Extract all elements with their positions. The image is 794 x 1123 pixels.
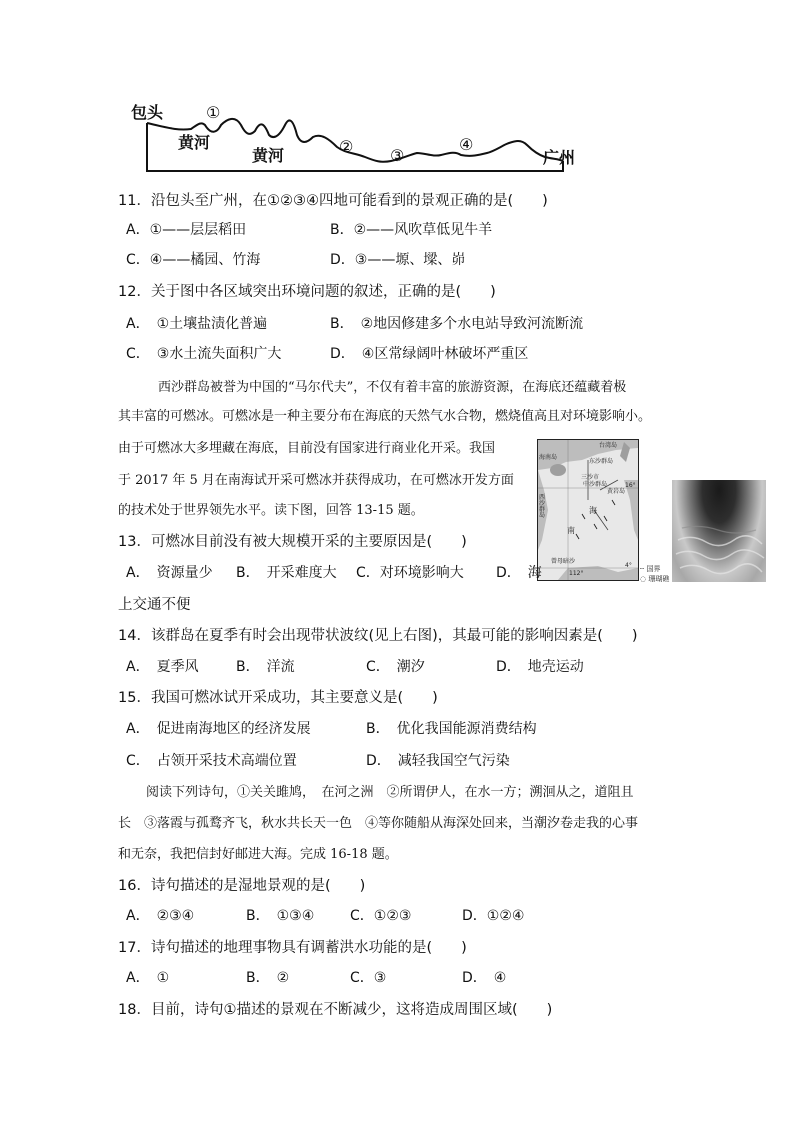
question-17: 17．诗句描述的地理事物具有调蓄洪水功能的是( ) (118, 940, 467, 956)
map-label-zhongsha: 中沙群岛 (583, 481, 608, 488)
question-13: 13．可燃冰目前没有被大规模开采的主要原因是( ) (118, 534, 467, 550)
map-legend (640, 564, 669, 584)
q11-option-b[interactable]: B．②——风吹草低见牛羊 (330, 222, 493, 238)
question-16: 16．诗句描述的是湿地景观的是( ) (118, 878, 366, 894)
q14-option-a[interactable]: A． 夏季风 (126, 659, 199, 675)
passage1-line-3: 由于可燃冰大多埋藏在海底，目前没有国家进行商业化开采。我国 (118, 441, 496, 456)
q12-option-b[interactable]: B． ②地因修建多个水电站导致河流断流 (330, 316, 584, 332)
passage2-line-2: 长 ③落霞与孤鹜齐飞，秋水共长天一色 ④等你随船从海深处回来，当潮汐卷走我的心事 (118, 816, 639, 831)
q17-option-b[interactable]: B． ② (246, 970, 290, 986)
passage1-line-2: 其丰富的可燃冰。可燃冰是一种主要分布在海底的天然气水合物，燃烧值高且对环境影响小。 (118, 409, 652, 424)
q12-option-c[interactable]: C． ③水土流失面积广大 (126, 346, 282, 362)
ripple-photo (672, 480, 766, 582)
map-label-xisha: 西沙群岛 (539, 494, 546, 519)
passage1-line-4: 于 2017 年 5 月在南海试开采可燃冰并获得成功，在可燃冰开发方面 (118, 473, 514, 488)
q15-option-b[interactable]: B． 优化我国能源消费结构 (366, 721, 537, 737)
map-labels (537, 439, 637, 579)
q15-option-c[interactable]: C． 占领开采技术高端位置 (126, 753, 297, 769)
map-label-zengmu: 曾母暗沙 (551, 558, 576, 565)
profile-marker-1: ① (206, 103, 221, 122)
legend-reef-label: 珊瑚礁 (648, 575, 670, 583)
q17-option-c[interactable]: C．③ (350, 970, 387, 986)
q13-option-a[interactable]: A． 资源量少 (126, 565, 213, 581)
q13-option-b[interactable]: B． 开采难度大 (236, 565, 337, 581)
q16-option-b[interactable]: B． ①③④ (246, 908, 315, 924)
question-14: 14．该群岛在夏季有时会出现带状波纹(见上右图)，其最可能的影响因素是( ) (118, 628, 638, 644)
q13-option-d[interactable]: D． 海 (496, 565, 542, 581)
profile-marker-2: ② (339, 137, 354, 156)
map-label-nan: 南 (567, 526, 575, 535)
q14-option-c[interactable]: C． 潮汐 (366, 659, 425, 675)
legend-border-row (640, 564, 669, 574)
q13-option-d-wrap: 上交通不便 (118, 597, 191, 613)
map-label-sansha: 三沙市 (581, 474, 600, 481)
legend-border-label: 国界 (646, 565, 661, 573)
map-label-dongsha: 东沙群岛 (589, 458, 614, 465)
passage2-line-3: 和无奈，我把信封好邮进大海。完成 16-18 题。 (118, 847, 398, 862)
passage1-line-1: 西沙群岛被誉为中国的“马尔代夫”，不仅有着丰富的旅游资源，在海底还蕴藏着极 (158, 380, 627, 395)
q12-option-d[interactable]: D． ④区常绿阔叶林破坏严重区 (330, 346, 529, 362)
legend-border-swatch: ┄ (640, 565, 647, 573)
map-label-huangyan: 黄岩岛 (607, 488, 626, 495)
profile-marker-3: ③ (390, 146, 405, 165)
legend-reef-swatch: ◌ (640, 575, 649, 583)
q14-option-b[interactable]: B． 洋流 (236, 659, 295, 675)
ripple-photo-texture (672, 480, 766, 582)
q16-option-a[interactable]: A． ②③④ (126, 908, 195, 924)
map-label-lon112: 112° (569, 570, 584, 577)
q11-option-c[interactable]: C．④——橘园、竹海 (126, 252, 261, 268)
passage1-line-5: 的技术处于世界领先水平。读下图，回答 13-15 题。 (118, 503, 424, 518)
question-18: 18．目前，诗句①描述的景观在不断减少，这将造成周围区域( ) (118, 1002, 553, 1018)
map-label-hainan: 海南岛 (539, 454, 558, 461)
q11-option-a[interactable]: A．①——层层稻田 (126, 222, 247, 238)
legend-reef-row (640, 574, 669, 584)
passage2-line-1: 阅读下列诗句，①关关雎鸠， 在河之洲 ②所谓伊人，在水一方；溯洄从之，道阻且 (146, 785, 634, 800)
q15-option-a[interactable]: A． 促进南海地区的经济发展 (126, 721, 311, 737)
profile-end-label: 广州 (543, 148, 576, 167)
q17-option-d[interactable]: D． ④ (462, 970, 507, 986)
q13-option-c[interactable]: C．对环境影响大 (356, 565, 464, 581)
q11-option-d[interactable]: D．③——塬、墚、峁 (330, 252, 466, 268)
map-label-hai: 海 (589, 506, 597, 515)
q16-option-d[interactable]: D．①②④ (462, 908, 525, 924)
profile-river-label-2: 黄河 (252, 146, 285, 165)
q17-option-a[interactable]: A． ① (126, 970, 170, 986)
q12-option-a[interactable]: A． ①土壤盐渍化普遍 (126, 316, 268, 332)
question-12: 12．关于图中各区域突出环境问题的叙述，正确的是( ) (118, 284, 496, 300)
map-label-lat16: 16° (625, 482, 636, 489)
map-label-lat4: 4° (625, 562, 632, 569)
q15-option-d[interactable]: D． 减轻我国空气污染 (366, 753, 510, 769)
q14-option-d[interactable]: D． 地壳运动 (496, 659, 584, 675)
question-15: 15．我国可燃冰试开采成功，其主要意义是( ) (118, 690, 438, 706)
profile-river-label-1: 黄河 (178, 133, 211, 152)
q16-option-c[interactable]: C．①②③ (350, 908, 412, 924)
question-11: 11．沿包头至广州，在①②③④四地可能看到的景观正确的是( ) (118, 193, 548, 209)
profile-start-label: 包头 (131, 103, 164, 122)
profile-marker-4: ④ (459, 135, 474, 154)
map-label-taiwan: 台湾岛 (599, 442, 618, 449)
